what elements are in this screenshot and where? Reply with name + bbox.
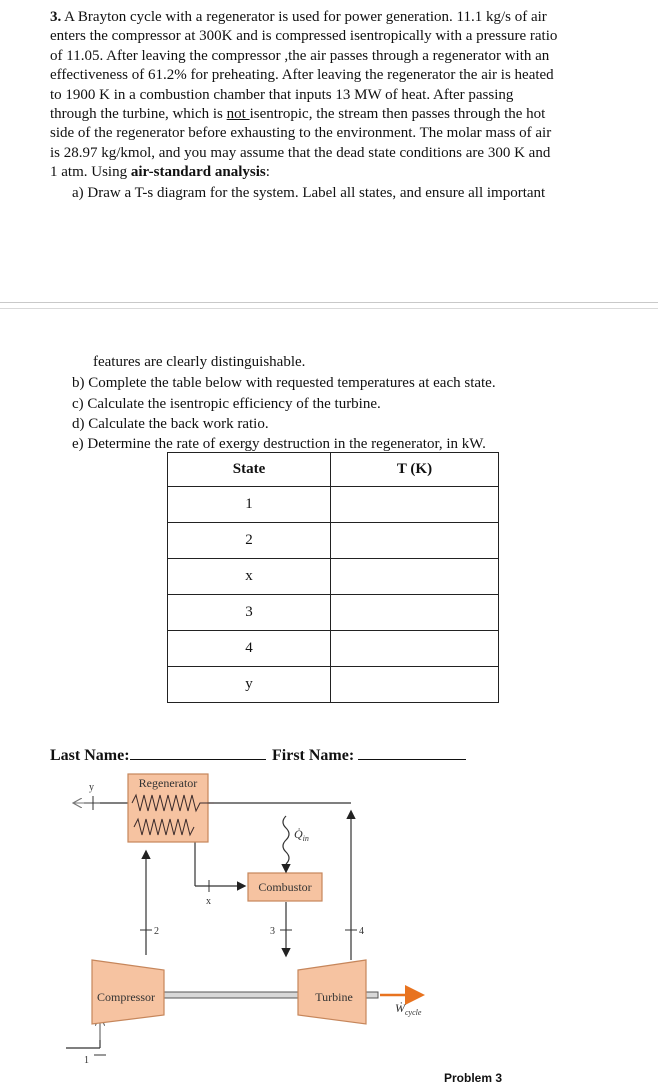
temperature-cell[interactable] [331, 487, 499, 523]
part-d: d) Calculate the back work ratio. [72, 416, 269, 432]
state-temperature-table [167, 452, 499, 703]
part-a: a) Draw a T-s diagram for the system. Label all states, and ensure all important [72, 185, 546, 201]
column-header-temperature: T (K) [331, 453, 499, 487]
table-row [168, 631, 499, 667]
table-row [168, 487, 499, 523]
statement-line: is 28.97 kg/kmol, and you may assume that the dead state conditions are 300 K and [50, 144, 551, 161]
heat-squiggle-icon [283, 816, 289, 864]
work-output [380, 995, 422, 1017]
part-a-continued: features are clearly distinguishable. [93, 354, 306, 370]
column-header-state: State [168, 453, 331, 487]
table-header-row [168, 453, 499, 487]
compressor-label: Compressor [97, 990, 155, 1004]
turbine [298, 960, 366, 1024]
state-cell: 2 [168, 523, 331, 559]
statement-line: side of the regenerator before exhausting to the environment. The molar mass of air [50, 125, 552, 142]
compressor [92, 960, 164, 1024]
temperature-cell[interactable] [331, 667, 499, 703]
last-name-blank[interactable] [130, 745, 266, 760]
state-cell: x [168, 559, 331, 595]
figure-caption: Problem 3 [444, 1071, 503, 1085]
state-label-y: y [89, 782, 94, 793]
first-name-blank[interactable] [358, 745, 466, 760]
combustor [248, 873, 322, 901]
table-row [168, 523, 499, 559]
statement-line: 3. A Brayton cycle with a regenerator is used for power generation. 11.1 kg/s of air [50, 9, 547, 25]
table-row [168, 667, 499, 703]
problem-statement [50, 8, 616, 183]
state-label-4: 4 [359, 926, 364, 937]
first-name-label: First Name: [272, 747, 355, 764]
part-e: e) Determine the rate of exergy destruction in the regenerator, in kW. [72, 436, 486, 452]
statement-line: to 1900 K in a combustion chamber that inputs 13 MW of heat. After passing [50, 86, 514, 103]
statement-line: of 11.05. After leaving the compressor ,the air passes through a regenerator with an [50, 47, 550, 64]
first-name-field[interactable] [272, 745, 466, 765]
state-cell: 4 [168, 631, 331, 667]
part-c: c) Calculate the isentropic efficiency of the turbine. [72, 396, 381, 412]
state-label-3: 3 [270, 926, 275, 937]
turbine-label: Turbine [315, 990, 353, 1004]
temperature-cell[interactable] [331, 595, 499, 631]
statement-line: 1 atm. Using air-standard analysis: [50, 164, 270, 181]
heat-input [283, 816, 309, 871]
state-label-x: x [206, 896, 211, 907]
regenerator-label: Regenerator [138, 776, 198, 790]
statement-line: effectiveness of 61.2% for preheating. After leaving the regenerator the air is heated [50, 67, 554, 84]
table-row [168, 595, 499, 631]
page-divider [0, 308, 658, 309]
regenerator [128, 774, 214, 842]
temperature-cell[interactable] [331, 523, 499, 559]
state-label-1: 1 [84, 1055, 89, 1066]
last-name-label: Last Name: [50, 747, 130, 764]
temperature-cell[interactable] [331, 631, 499, 667]
shaft-output [366, 992, 378, 998]
combustor-label: Combustor [258, 880, 312, 894]
table-row [168, 559, 499, 595]
temperature-cell[interactable] [331, 559, 499, 595]
page-divider [0, 302, 658, 303]
state-label-2: 2 [154, 926, 159, 937]
shaft [164, 992, 304, 998]
state-cell: 1 [168, 487, 331, 523]
part-b: b) Complete the table below with requested temperatures at each state. [72, 375, 496, 391]
brayton-cycle-schematic [0, 770, 658, 1082]
q-in-label: $Q̇_{in}$ [294, 827, 309, 843]
state-cell: 3 [168, 595, 331, 631]
last-name-field[interactable] [50, 745, 266, 765]
w-cycle-label: Ẇ$_{cycle}$ [395, 1001, 422, 1017]
state-cell: y [168, 667, 331, 703]
statement-line: through the turbine, which is not isentropic, the stream then passes through the hot [50, 106, 546, 123]
statement-line: enters the compressor at 300K and is compressed isentropically with a pressure ratio [50, 28, 558, 45]
